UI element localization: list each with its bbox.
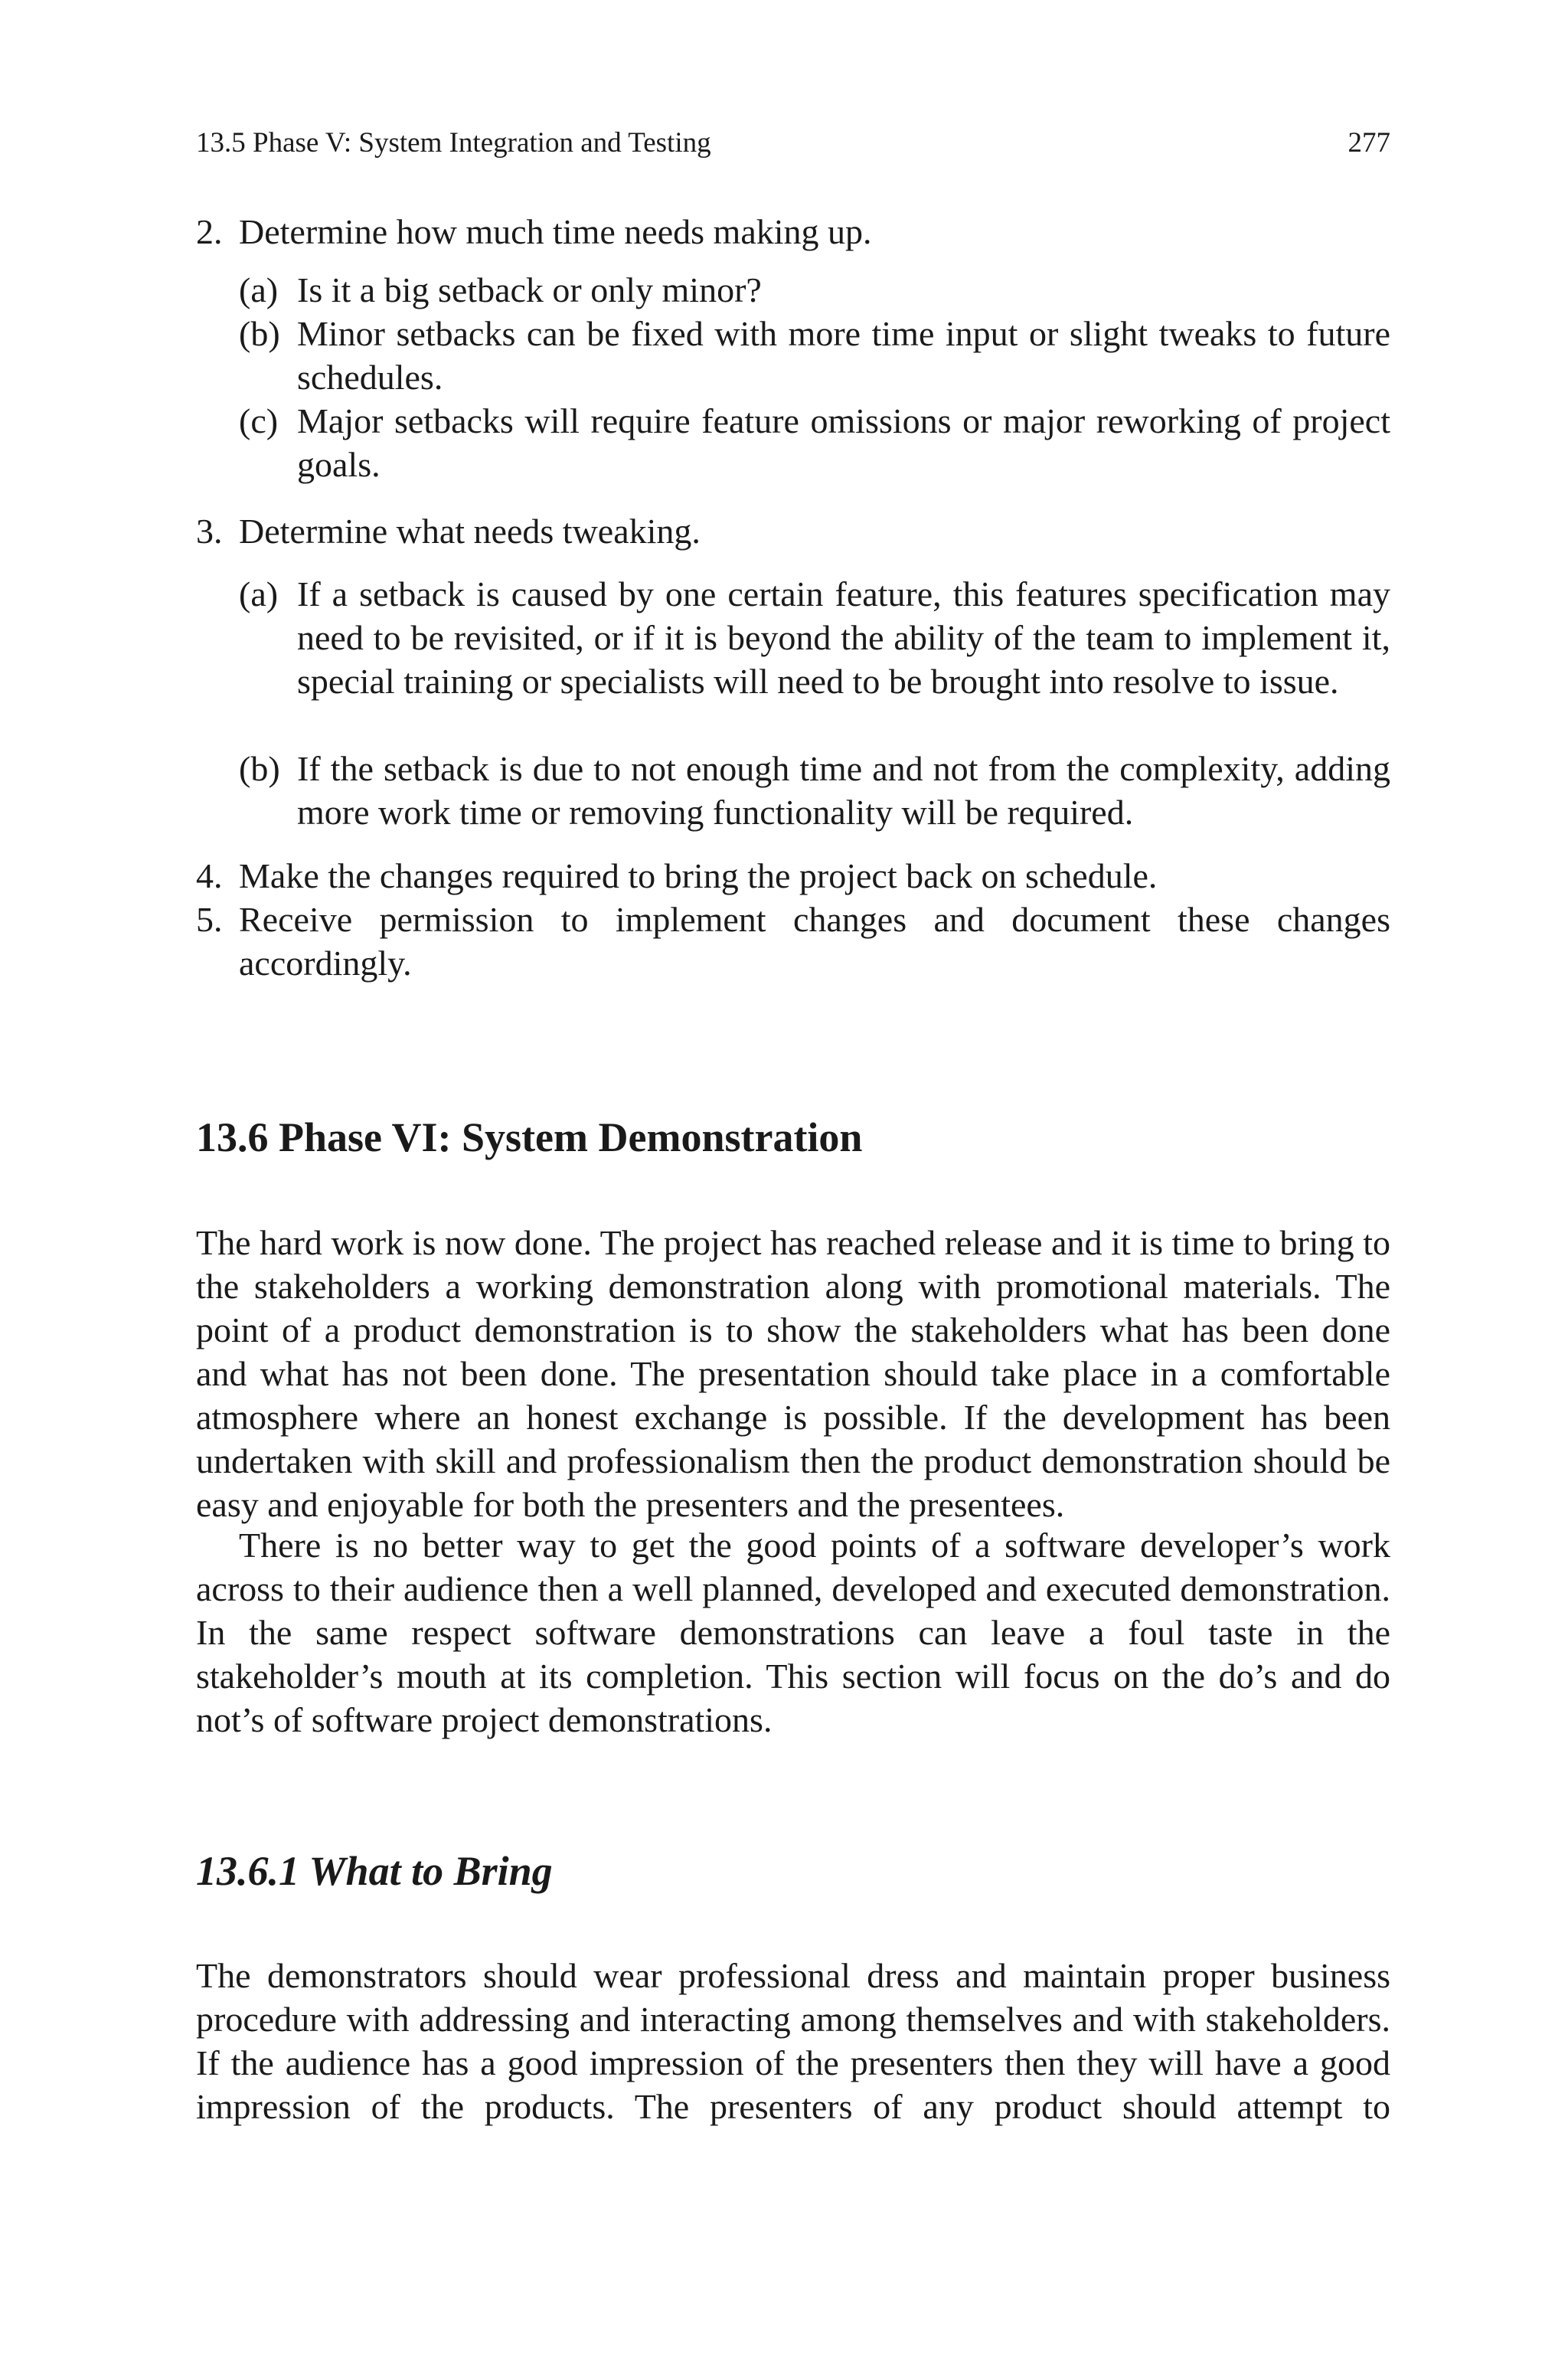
sub-list-item-label: (a) xyxy=(239,270,279,309)
list-item xyxy=(196,210,1390,254)
body-paragraph: The hard work is now done. The project has reached release and it is time to bring to the stakeholders a working demonstration along with promotional materials. The point of a product demonstration is to show the stakeholders what has been done and what has not been done. The presentation should take place in a comfortable atmosphere where an honest exchange is possible. If the development has been undertaken with skill and professionalism then the product demonstration should be easy and enjoyable for both the presenters and the presentees. xyxy=(196,1223,1390,1524)
sub-list-item-text: If a setback is caused by one certain feature, this features specification may need to be revisited, or if it is beyond the ability of the team to implement it, special training or specialists will need to be brought into resolve to issue. xyxy=(297,574,1390,701)
page-number: 277 xyxy=(1348,127,1390,159)
sub-list-item xyxy=(239,312,1390,399)
list-item-number: 2. xyxy=(196,212,223,251)
list-item-number: 4. xyxy=(196,856,223,895)
sub-list-item-text: Is it a big setback or only minor? xyxy=(297,270,762,309)
sub-list-item-label: (b) xyxy=(239,749,280,788)
list-item-text: Receive permission to implement changes and document these changes accordingly. xyxy=(239,900,1390,983)
list-item-text: Make the changes required to bring the project back on schedule. xyxy=(239,856,1158,895)
running-head-section: 13.5 Phase V: System Integration and Testing xyxy=(196,127,711,159)
list-item xyxy=(196,854,1390,898)
subsection-heading: 13.6.1 What to Bring xyxy=(196,1848,553,1894)
sub-list-item-text: If the setback is due to not enough time and not from the complexity, adding more work time or removing functionality will be required. xyxy=(297,749,1390,832)
sub-list-item-label: (b) xyxy=(239,314,280,353)
sub-list-item xyxy=(239,399,1390,486)
list-item xyxy=(196,509,1390,553)
body-paragraph: There is no better way to get the good points of a software developer’s work across to their audience then a well planned, developed and executed demonstration. In the same respect software demonstrations can leave a foul taste in the stakeholder’s mouth at its completion. This section will focus on the do’s and do not’s of software project demonstrations. xyxy=(196,1526,1390,1739)
running-head xyxy=(196,125,1390,162)
sub-list-item xyxy=(239,268,1390,312)
sub-list-item-label: (a) xyxy=(239,574,279,613)
section-heading: 13.6 Phase VI: System Demonstration xyxy=(196,1114,863,1160)
sub-list-item-text: Minor setbacks can be fixed with more time input or slight tweaks to future schedules. xyxy=(297,314,1390,397)
list-item-number: 3. xyxy=(196,512,223,551)
list-item-number: 5. xyxy=(196,900,223,939)
sub-list-item-label: (c) xyxy=(239,401,279,440)
list-item xyxy=(196,898,1390,985)
sub-list-item-text: Major setbacks will require feature omissions or major reworking of project goals. xyxy=(297,401,1390,484)
body-paragraph: The demonstrators should wear professional dress and maintain proper business procedure with addressing and interacting among themselves and with stakeholders. If the audience has a good impression of the presenters then they will have a good impression of the products. The presenters of any product should attempt to xyxy=(196,1956,1390,2126)
list-item-text: Determine how much time needs making up. xyxy=(239,212,872,251)
sub-list-item xyxy=(239,747,1390,834)
sub-list-item xyxy=(239,572,1390,747)
list-item-text: Determine what needs tweaking. xyxy=(239,512,701,551)
